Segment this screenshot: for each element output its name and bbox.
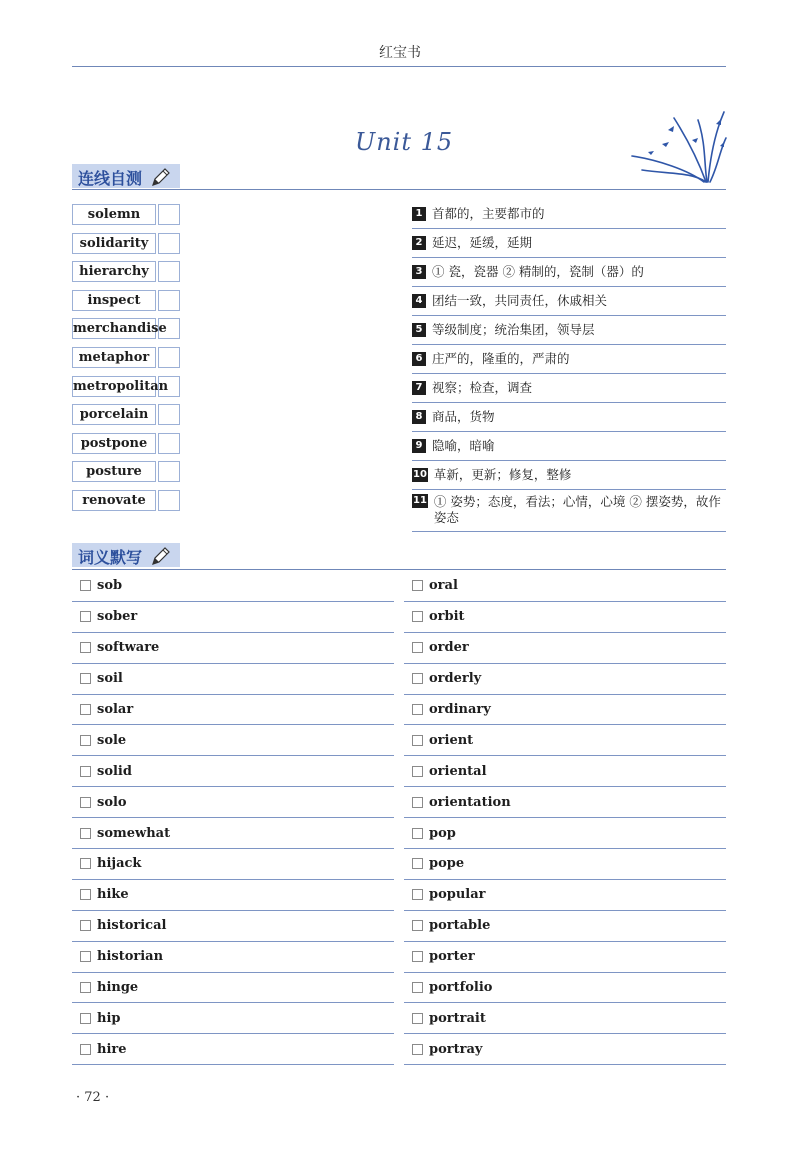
vocab-word: portable [429,918,491,934]
vocab-word: oral [429,578,458,594]
vocab-word: popular [429,887,486,903]
vocab-word: hire [97,1041,127,1057]
checkbox[interactable] [80,642,91,653]
vocab-row [72,849,726,880]
vocab-word: hike [97,887,129,903]
match-word: solidarity [72,233,156,254]
match-row [72,376,180,397]
vocab-item [72,1003,394,1034]
match-word: posture [72,461,156,482]
answer-box[interactable] [158,204,180,225]
section-rule-matching [72,189,726,190]
vocab-word: portfolio [429,980,493,996]
definition-number: 9 [412,439,426,453]
match-word: postpone [72,433,156,454]
definition-item [412,229,726,258]
vocab-item [404,818,726,849]
pencil-icon [150,545,172,567]
vocab-item [72,725,394,756]
checkbox[interactable] [80,766,91,777]
vocab-row [72,787,726,818]
vocab-row [72,602,726,633]
vocab-item [72,787,394,818]
vocab-item [72,664,394,695]
checkbox[interactable] [80,1013,91,1024]
vocab-item [404,571,726,602]
vocab-word: historical [97,918,167,934]
checkbox[interactable] [412,611,423,622]
pencil-icon [150,166,172,188]
definition-item [412,374,726,403]
answer-box[interactable] [158,433,180,454]
vocab-item [72,849,394,880]
vocab-item [404,849,726,880]
definition-item [412,200,726,229]
vocab-word: sob [97,578,123,594]
definition-item [412,316,726,345]
vocab-word: portray [429,1041,483,1057]
definition-text: 团结一致，共同责任，休戚相关 [432,293,608,308]
match-row [72,290,180,311]
vocab-item [72,911,394,942]
definition-text: ① 瓷，瓷器 ② 精制的，瓷制（器）的 [432,264,644,279]
checkbox[interactable] [412,858,423,869]
definition-item [412,461,726,490]
checkbox[interactable] [412,735,423,746]
vocab-word: portrait [429,1010,486,1026]
orchid-icon [628,100,728,185]
vocab-word: hijack [97,856,142,872]
match-word: merchandise [72,318,156,339]
match-row [72,204,180,225]
match-word: hierarchy [72,261,156,282]
vocab-row [72,633,726,664]
match-word: metropolitan [72,376,156,397]
answer-box[interactable] [158,318,180,339]
vocab-row [72,664,726,695]
definition-item [412,490,726,532]
checkbox[interactable] [412,642,423,653]
vocab-item [404,880,726,911]
vocab-word: oriental [429,763,487,779]
match-word: porcelain [72,404,156,425]
match-row [72,433,180,454]
match-row [72,233,180,254]
match-row [72,490,180,511]
section-rule-dictation [72,569,726,570]
checkbox[interactable] [412,673,423,684]
section-header-matching [72,164,180,188]
vocab-word: sole [97,732,127,748]
match-word: renovate [72,490,156,511]
checkbox[interactable] [412,828,423,839]
definition-text: 延迟，延缓，延期 [432,235,533,250]
definition-text: 庄严的，隆重的，严肃的 [432,351,570,366]
definition-number: 7 [412,381,426,395]
vocab-row [72,880,726,911]
match-word: metaphor [72,347,156,368]
answer-box[interactable] [158,376,180,397]
match-word: solemn [72,204,156,225]
vocab-item [72,756,394,787]
vocab-item [72,602,394,633]
match-row [72,261,180,282]
vocab-item [404,725,726,756]
vocab-row [72,695,726,726]
checkbox[interactable] [80,1044,91,1055]
definition-item [412,345,726,374]
checkbox[interactable] [80,920,91,931]
checkbox[interactable] [412,920,423,931]
vocab-word: orbit [429,609,465,625]
match-row [72,318,180,339]
vocab-item [404,602,726,633]
definition-item [412,432,726,461]
vocab-word: hip [97,1010,121,1026]
answer-box[interactable] [158,290,180,311]
definition-number: 5 [412,323,426,337]
vocab-row [72,911,726,942]
answer-box[interactable] [158,261,180,282]
vocab-item [404,664,726,695]
checkbox[interactable] [80,858,91,869]
match-row [72,461,180,482]
vocab-item [72,1034,394,1065]
vocab-item [404,756,726,787]
section-title-dictation: 词义默写 [78,547,143,567]
checkbox[interactable] [80,673,91,684]
definition-list [412,200,726,532]
checkbox[interactable] [80,828,91,839]
checkbox[interactable] [80,580,91,591]
vocab-word: hinge [97,980,139,996]
vocab-word: somewhat [97,825,171,841]
vocab-row [72,818,726,849]
vocab-word: orient [429,732,474,748]
vocab-word: solid [97,763,132,779]
checkbox[interactable] [80,889,91,900]
vocab-word: solo [97,794,127,810]
definition-text: 革新，更新；修复，整修 [433,467,572,482]
vocab-item [72,633,394,664]
checkbox[interactable] [412,580,423,591]
definition-number: 6 [412,352,426,366]
answer-box[interactable] [158,233,180,254]
definition-number: 8 [412,410,426,424]
vocab-row [72,756,726,787]
vocab-word: pope [429,856,465,872]
definition-item [412,287,726,316]
definition-number: 4 [412,294,426,308]
definition-number: 10 [413,469,427,480]
vocab-word: solar [97,702,134,717]
checkbox[interactable] [412,797,423,808]
vocab-word: historian [97,949,164,965]
vocab-word: pop [429,825,456,841]
vocab-item [404,695,726,726]
checkbox[interactable] [80,982,91,993]
answer-box[interactable] [158,490,180,511]
vocab-item [404,973,726,1004]
vocab-word: sober [97,609,138,625]
definition-number: 1 [412,207,426,221]
vocab-word: porter [429,949,475,965]
definition-number: 11 [413,495,427,506]
vocab-row [72,571,726,602]
vocab-word: order [429,640,469,656]
definition-text: 等级制度；统治集团，领导层 [432,322,595,337]
vocab-word: orientation [429,794,511,810]
match-row [72,347,180,368]
vocab-item [72,880,394,911]
section-title-matching: 连线自测 [78,168,143,188]
vocab-item [404,942,726,973]
vocab-row [72,1003,726,1034]
header-rule [72,66,726,67]
vocab-word: ordinary [429,702,491,717]
checkbox[interactable] [80,735,91,746]
vocab-word: software [97,640,160,656]
definition-number: 3 [412,265,426,279]
match-word: inspect [72,290,156,311]
vocab-row [72,973,726,1004]
checkbox[interactable] [80,704,91,715]
vocab-item [72,695,394,726]
checkbox[interactable] [80,951,91,962]
definition-item [412,258,726,287]
vocab-item [72,571,394,602]
vocab-item [404,787,726,818]
definition-number: 2 [412,236,426,250]
vocab-item [404,911,726,942]
vocab-row [72,725,726,756]
answer-box[interactable] [158,347,180,368]
definition-text: 首都的，主要都市的 [432,206,545,221]
vocab-item [72,973,394,1004]
vocab-item [404,1003,726,1034]
checkbox[interactable] [412,982,423,993]
page-number: · 72 · [76,1090,110,1105]
checkbox[interactable] [412,951,423,962]
checkbox[interactable] [80,611,91,622]
definition-text: 商品，货物 [432,409,495,424]
vocab-word: soil [97,671,123,687]
vocab-table [72,571,726,1065]
answer-box[interactable] [158,404,180,425]
vocab-item [404,1034,726,1065]
answer-box[interactable] [158,461,180,482]
checkbox[interactable] [412,704,423,715]
match-word-list [72,204,180,519]
definition-item [412,403,726,432]
vocab-row [72,1034,726,1065]
match-row [72,404,180,425]
vocab-word: orderly [429,671,482,687]
checkbox[interactable] [412,1013,423,1024]
vocab-item [72,942,394,973]
unit-title: Unit 15 [355,128,454,156]
checkbox[interactable] [412,766,423,777]
definition-text: 视察；检查，调查 [432,380,533,395]
vocab-row [72,942,726,973]
definition-text: ① 姿势；态度，看法；心情，心境 ② 摆姿势，故作姿态 [433,494,721,525]
section-header-dictation [72,543,180,567]
vocab-item [72,818,394,849]
header-title: 红宝书 [379,45,421,61]
vocab-item [404,633,726,664]
definition-text: 隐喻，暗喻 [432,438,495,453]
checkbox[interactable] [80,797,91,808]
checkbox[interactable] [412,1044,423,1055]
checkbox[interactable] [412,889,423,900]
